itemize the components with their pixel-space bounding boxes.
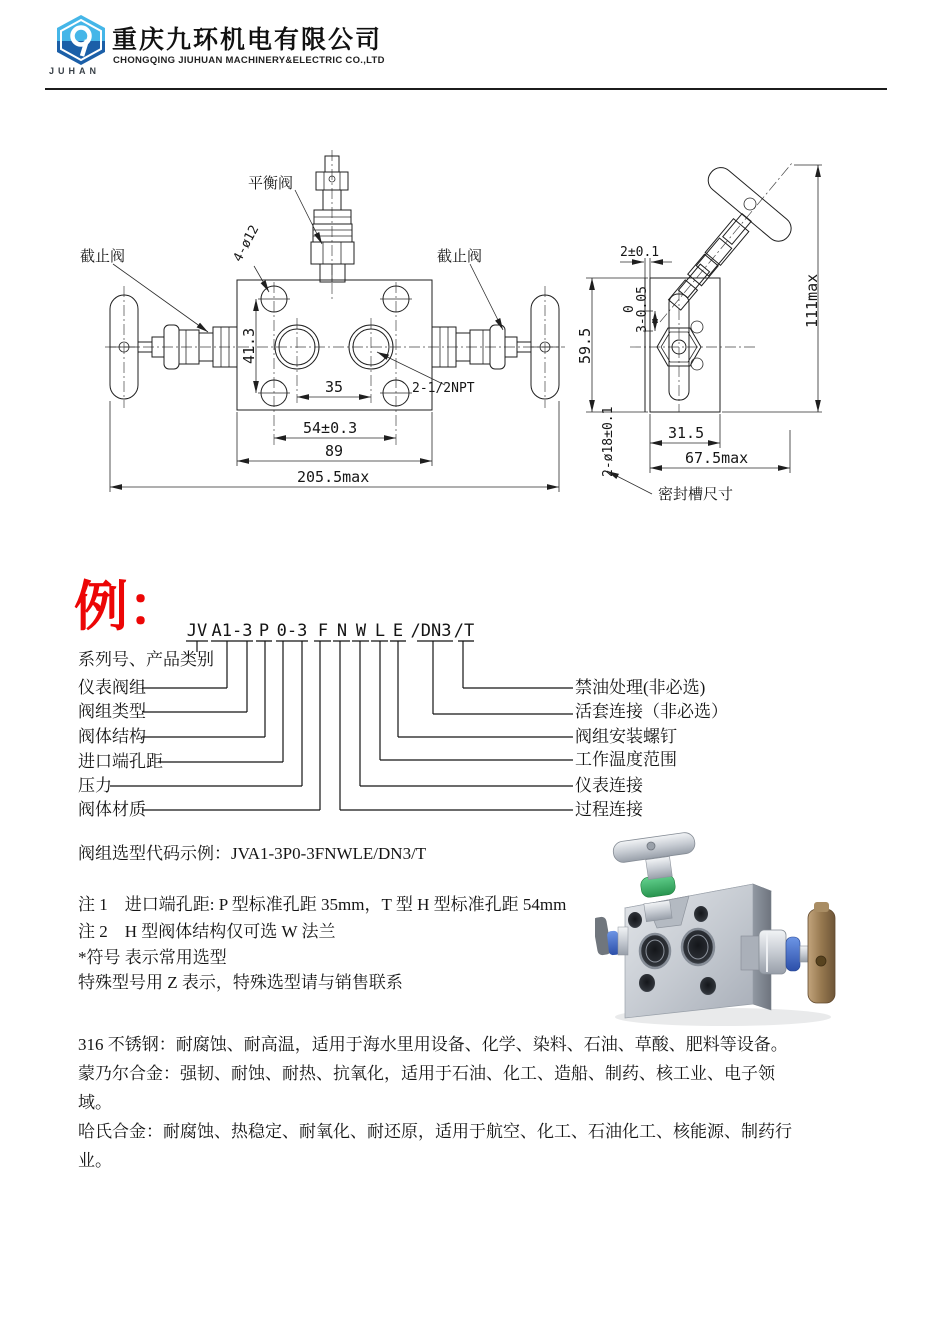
material-hastelloy-line: 哈氏合金：耐腐蚀、热稳定、耐氧化、耐还原，适用于航空、化工、石油化工、核能源、制药行业。 — [78, 1122, 792, 1170]
code-segment: 0-3 — [276, 621, 308, 641]
photo-left-valve — [595, 916, 628, 956]
material-monel-line: 蒙乃尔合金：强韧、耐蚀、耐热、抗氧化，适用于石油、化工、造船、制药、核工业、电子领域。 — [78, 1064, 775, 1112]
company-name-en: CHONGQING JIUHUAN MACHINERY&ELECTRIC CO.,LTD — [113, 55, 385, 66]
code-example-line: 阀组选型代码示例：JVA1-3P0-3FNWLE/DN3/T — [78, 844, 427, 863]
code-segment: W — [355, 621, 367, 641]
code-segment: N — [336, 621, 348, 641]
company-logo — [50, 14, 112, 66]
dim-35: 35 — [325, 378, 344, 396]
company-name-cn: 重庆九环机电有限公司 — [112, 26, 383, 54]
fan-label-mounting-screws: 阀组安装螺钉 — [575, 727, 677, 746]
holes-note: 4-ø12 — [230, 222, 263, 265]
dim-67-5: 67.5max — [685, 449, 749, 467]
note-3: *符号 表示常用选型 — [78, 948, 227, 967]
dim-31-5: 31.5 — [668, 424, 705, 442]
code-segment: JV — [186, 621, 208, 641]
note-1: 注 1 进口端孔距: P 型标准孔距 35mm，T 型 H 型标准孔距 54mm — [78, 895, 567, 914]
fan-label-manifold-type: 阀组类型 — [78, 702, 146, 721]
fan-label-instrument-manifold: 仪表阀组 — [78, 678, 146, 697]
fan-label-body-material: 阀体材质 — [78, 800, 146, 819]
shutoff-valve-label-right: 截止阀 — [437, 249, 483, 265]
side-view-drawing — [576, 163, 822, 503]
code-segment: L — [374, 621, 386, 641]
fan-label-body-structure: 阀体结构 — [78, 727, 146, 746]
technical-drawings — [0, 130, 930, 510]
left-shutoff-valve — [110, 295, 237, 399]
fan-label-oil-free: 禁油处理(非必选) — [575, 678, 706, 697]
dim-205-5: 205.5max — [297, 468, 370, 486]
tol-upper: 0 — [622, 305, 637, 313]
fan-label-series: 系列号、产品类别 — [78, 650, 214, 669]
code-segment: F — [317, 621, 329, 641]
dim-2: 2±0.1 — [620, 245, 660, 260]
note-2: 注 2 H 型阀体结构仅可选 W 法兰 — [78, 922, 336, 941]
dim-89: 89 — [325, 442, 344, 460]
balance-valve-label: 平衡阀 — [248, 176, 294, 192]
tol-main: 3-0.05 — [635, 286, 650, 333]
code-segment: /DN3 — [410, 621, 452, 641]
fan-label-pressure: 压力 — [78, 776, 112, 795]
fan-label-inlet-spacing: 进口端孔距 — [78, 752, 163, 771]
code-segment: /T — [453, 621, 475, 641]
balance-valve — [311, 156, 354, 282]
note-4: 特殊型号用 Z 表示，特殊选型请与销售联系 — [78, 973, 403, 992]
side-valve-stem — [669, 163, 797, 310]
dim-54: 54±0.3 — [303, 419, 358, 437]
code-segment: A1-3 — [211, 621, 253, 641]
dim-41-3: 41.3 — [240, 327, 258, 364]
logo-wordmark: JUHAN — [49, 66, 101, 76]
front-view-drawing — [80, 150, 565, 492]
fan-label-instrument-connection: 仪表连接 — [575, 776, 643, 795]
product-photo — [595, 820, 927, 1028]
fan-label-swivel-connection: 活套连接（非必选） — [575, 702, 728, 721]
code-segment: P — [258, 621, 270, 641]
header-divider — [45, 88, 887, 90]
dim-seal-holes: 2-ø18±0.1 — [601, 406, 616, 477]
npt-note: 2-1/2NPT — [412, 381, 475, 396]
dim-111: 111max — [803, 273, 821, 328]
dim-59-5: 59.5 — [576, 327, 594, 364]
seal-groove-label: 密封槽尺寸 — [658, 487, 734, 503]
material-316-line: 316 不锈钢：耐腐蚀、耐高温，适用于海水里用设备、化学、染料、石油、草酸、肥料等设备。 — [78, 1035, 788, 1054]
code-segment: E — [392, 621, 404, 641]
fan-label-process-connection: 过程连接 — [575, 800, 643, 819]
shutoff-valve-label-left: 截止阀 — [80, 249, 126, 265]
materials-description — [78, 1030, 800, 1175]
fan-label-temperature-range: 工作温度范围 — [575, 750, 677, 769]
example-heading: 例： — [74, 577, 182, 637]
code-string — [187, 621, 474, 641]
